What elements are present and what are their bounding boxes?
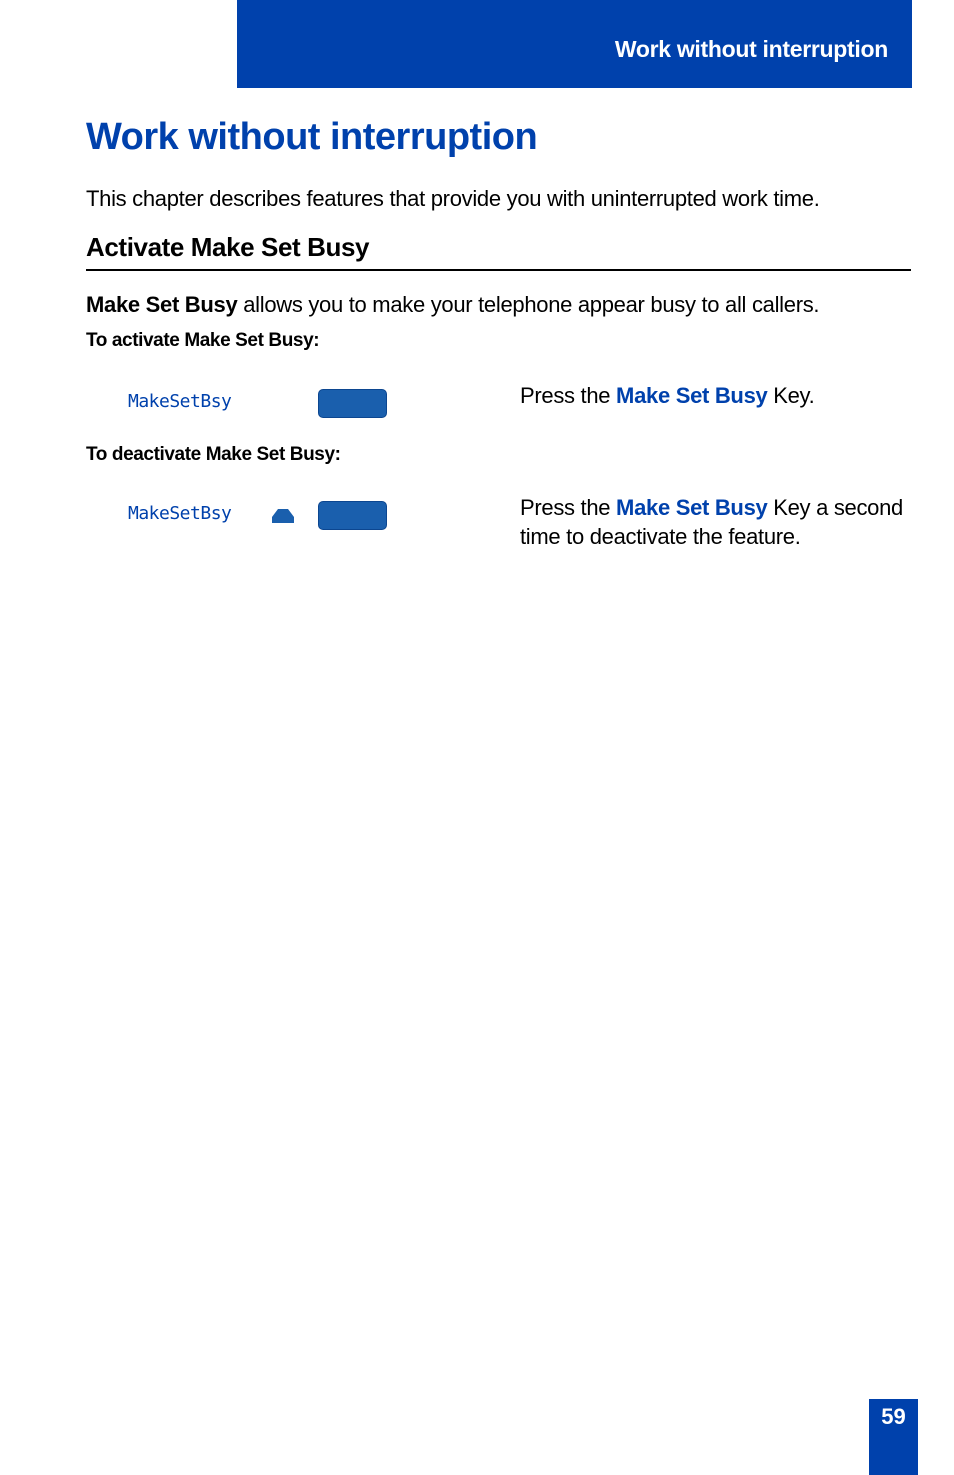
page-number: 59 — [881, 1404, 906, 1429]
lcd-label-deactivate: MakeSetBsy — [128, 503, 232, 524]
section-description — [86, 292, 819, 318]
feature-name: Make Set Busy — [86, 292, 238, 317]
make-set-busy-key-activate[interactable] — [318, 389, 387, 418]
key-name: Make Set Busy — [616, 495, 768, 520]
page-number-box — [869, 1399, 918, 1475]
deactivate-heading: To deactivate Make Set Busy: — [86, 444, 341, 465]
activate-heading: To activate Make Set Busy: — [86, 330, 320, 351]
running-title: Work without interruption — [614, 36, 888, 62]
section-heading: Activate Make Set Busy — [86, 232, 911, 271]
lcd-label-activate: MakeSetBsy — [128, 391, 232, 412]
description-text: allows you to make your telephone appear busy to all callers. — [237, 292, 820, 317]
key-name: Make Set Busy — [616, 383, 768, 408]
page-title: Work without interruption — [86, 116, 538, 158]
deactivate-instruction: Press the Make Set Busy Key a second time to deactivate the feature. — [520, 495, 903, 549]
header-bar — [237, 0, 912, 88]
activate-instruction: Press the Make Set Busy Key. — [520, 383, 815, 408]
make-set-busy-key-deactivate[interactable] — [318, 501, 387, 530]
indicator-on-icon — [271, 508, 295, 524]
intro-text: This chapter describes features that provide you with uninterrupted work time. — [86, 186, 820, 211]
